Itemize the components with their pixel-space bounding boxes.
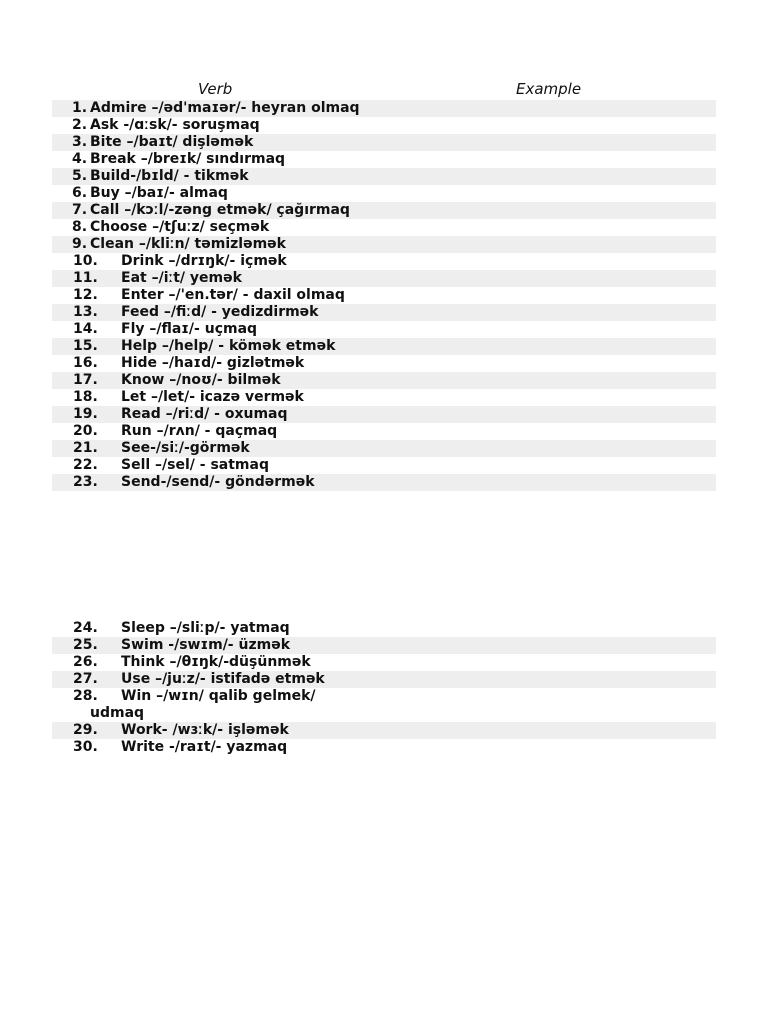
row-number: 16.	[73, 355, 98, 371]
table-row	[52, 151, 716, 168]
verb-entry: Bite –/baɪt/ dişləmək	[90, 134, 254, 150]
row-number: 4.	[72, 151, 88, 167]
table-row	[52, 423, 716, 440]
verb-entry: Call –/kɔːl/-zəng etmək/ çağırmaq	[90, 202, 350, 218]
table-row	[52, 219, 716, 236]
table-row	[52, 100, 716, 117]
verb-entry: Use –/juːz/- istifadə etmək	[121, 671, 325, 687]
verb-entry: Sell –/sel/ - satmaq	[121, 457, 269, 473]
row-number: 29.	[73, 722, 98, 738]
table-row	[52, 372, 716, 389]
table-row	[52, 654, 716, 671]
verb-entry: Admire –/əd'maɪər/- heyran olmaq	[90, 100, 360, 116]
row-number: 22.	[73, 457, 98, 473]
table-row	[52, 338, 716, 355]
row-number: 9.	[72, 236, 88, 252]
verb-entry: Clean –/kliːn/ təmizləmək	[90, 236, 286, 252]
verb-entry: Run –/rʌn/ - qaçmaq	[121, 423, 278, 439]
row-number: 25.	[73, 637, 98, 653]
verb-entry: Win –/wɪn/ qalib gelmek/	[121, 688, 316, 704]
table-row	[52, 321, 716, 338]
verb-entry: Break –/breɪk/ sındırmaq	[90, 151, 286, 167]
verb-entry: Think –/θɪŋk/-düşünmək	[121, 654, 311, 670]
verb-entry: Sleep –/sliːp/- yatmaq	[121, 620, 290, 636]
table-row	[52, 287, 716, 304]
verb-entry: Hide –/haɪd/- gizlətmək	[121, 355, 305, 371]
table-row	[52, 355, 716, 372]
table-row	[52, 688, 716, 722]
table-row	[52, 474, 716, 491]
verb-entry: Fly –/flaɪ/- uçmaq	[121, 321, 258, 337]
table-row	[52, 253, 716, 270]
table-row	[52, 202, 716, 219]
row-number: 28.	[73, 688, 98, 704]
verb-entry: Buy –/baɪ/- almaq	[90, 185, 228, 201]
verb-entry: Read –/riːd/ - oxumaq	[121, 406, 288, 422]
row-number: 20.	[73, 423, 98, 439]
verb-entry: Write -/raɪt/- yazmaq	[121, 739, 288, 755]
row-number: 8.	[72, 219, 88, 235]
table-row	[52, 406, 716, 423]
table-row	[52, 270, 716, 287]
verb-table-part-1	[52, 100, 716, 491]
verb-entry: Feed –/fiːd/ - yedizdirmək	[121, 304, 319, 320]
table-row	[52, 739, 716, 756]
row-number: 26.	[73, 654, 98, 670]
verb-entry: See-/siː/-görmək	[121, 440, 250, 456]
verb-entry: Help –/help/ - kömək etmək	[121, 338, 336, 354]
row-number: 13.	[73, 304, 98, 320]
row-number: 7.	[72, 202, 88, 218]
row-number: 5.	[72, 168, 88, 184]
table-row	[52, 457, 716, 474]
table-row	[52, 389, 716, 406]
row-number: 17.	[73, 372, 98, 388]
row-number: 21.	[73, 440, 98, 456]
verb-entry: Enter –/'en.tər/ - daxil olmaq	[121, 287, 345, 303]
table-row	[52, 117, 716, 134]
row-number: 15.	[73, 338, 98, 354]
row-number: 24.	[73, 620, 98, 636]
row-number: 6.	[72, 185, 88, 201]
verb-entry: Ask -/ɑːsk/- soruşmaq	[90, 117, 260, 133]
verb-entry: Work- /wɜːk/- işləmək	[121, 722, 289, 738]
verb-entry: Send-/send/- göndərmək	[121, 474, 315, 490]
table-row	[52, 637, 716, 654]
verb-entry-continuation: udmaq	[90, 705, 145, 721]
row-number: 12.	[73, 287, 98, 303]
verb-entry: Eat –/iːt/ yemək	[121, 270, 242, 286]
example-column-header: Example	[516, 80, 582, 98]
table-row	[52, 620, 716, 637]
row-number: 23.	[73, 474, 98, 490]
verb-table-part-2	[52, 620, 716, 756]
row-number: 2.	[72, 117, 88, 133]
row-number: 14.	[73, 321, 98, 337]
row-number: 18.	[73, 389, 98, 405]
verb-entry: Swim -/swɪm/- üzmək	[121, 637, 290, 653]
row-number: 30.	[73, 739, 98, 755]
row-number: 3.	[72, 134, 88, 150]
verb-entry: Know –/noʊ/- bilmək	[121, 372, 281, 388]
table-row	[52, 671, 716, 688]
table-header	[52, 80, 716, 101]
verb-entry: Drink –/drɪŋk/- içmək	[121, 253, 287, 269]
verb-column-header: Verb	[198, 80, 233, 98]
row-number: 27.	[73, 671, 98, 687]
table-row	[52, 185, 716, 202]
row-number: 19.	[73, 406, 98, 422]
table-row	[52, 440, 716, 457]
row-number: 10.	[73, 253, 98, 269]
table-row	[52, 168, 716, 185]
verb-entry: Choose –/tʃuːz/ seçmək	[90, 219, 270, 235]
table-row	[52, 722, 716, 739]
row-number: 1.	[72, 100, 88, 116]
verb-entry: Build-/bɪld/ - tikmək	[90, 168, 249, 184]
table-row	[52, 236, 716, 253]
verb-entry: Let –/let/- icazə vermək	[121, 389, 304, 405]
row-number: 11.	[73, 270, 98, 286]
table-row	[52, 134, 716, 151]
table-row	[52, 304, 716, 321]
